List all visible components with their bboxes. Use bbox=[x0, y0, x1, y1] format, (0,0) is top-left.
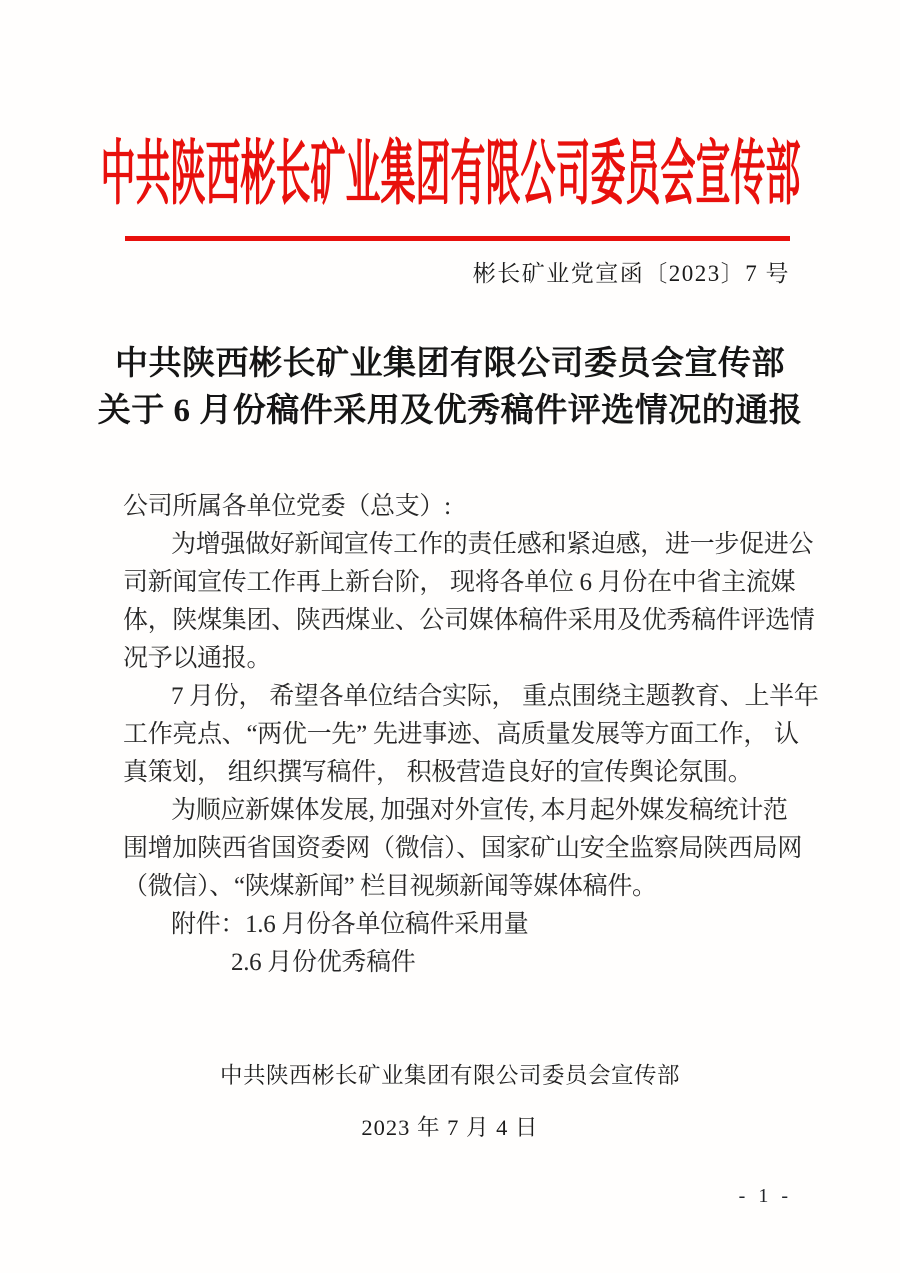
red-divider-line bbox=[125, 236, 790, 241]
body-line: 7 月份， 希望各单位结合实际， 重点围绕主题教育、上半年 bbox=[171, 683, 819, 710]
document-title bbox=[0, 341, 900, 435]
issuer-name: 中共陕西彬长矿业集团有限公司委员会宣传部 bbox=[219, 1063, 680, 1088]
body-line: 况予以通报。 bbox=[123, 645, 272, 672]
signature-block bbox=[0, 1053, 900, 1151]
document-body bbox=[123, 488, 819, 982]
document-number: 彬长矿业党宣函〔2023〕7 号 bbox=[472, 261, 790, 286]
salutation-line: 公司所属各单位党委（总支）: bbox=[123, 493, 451, 520]
letterhead-title: 中共陕西彬长矿业集团有限公司委员会宣传部 bbox=[100, 134, 801, 214]
page-number: - 1 - bbox=[738, 1185, 792, 1207]
body-line: 围增加陕西省国资委网（微信）、国家矿山安全监察局陕西局网 bbox=[123, 835, 803, 862]
body-line: 真策划， 组织撰写稿件， 积极营造良好的宣传舆论氛围。 bbox=[123, 759, 753, 786]
issue-date: 2023 年 7 月 4 日 bbox=[361, 1115, 539, 1140]
body-line: 为顺应新媒体发展, 加强对外宣传, 本月起外媒发稿统计范 bbox=[171, 797, 788, 824]
letterhead-banner bbox=[100, 128, 801, 220]
body-line: （微信）、“陕煤新闻” 栏目视频新闻等媒体稿件。 bbox=[123, 873, 657, 900]
attachment-line-1: 附件：1.6 月份各单位稿件采用量 bbox=[171, 911, 529, 938]
document-title-line1: 中共陕西彬长矿业集团有限公司委员会宣传部 bbox=[115, 346, 785, 382]
body-line: 体，陕煤集团、陕西煤业、公司媒体稿件采用及优秀稿件评选情 bbox=[123, 607, 815, 634]
document-title-line2: 关于 6 月份稿件采用及优秀稿件评选情况的通报 bbox=[97, 393, 803, 429]
attachment-line-2: 2.6 月份优秀稿件 bbox=[231, 949, 416, 976]
body-line: 为增强做好新闻宣传工作的责任感和紧迫感，进一步促进公 bbox=[171, 531, 814, 558]
body-line: 工作亮点、“两优一先” 先进事迹、高质量发展等方面工作， 认 bbox=[123, 721, 799, 748]
body-line: 司新闻宣传工作再上新台阶， 现将各单位 6 月份在中省主流媒 bbox=[123, 569, 796, 596]
